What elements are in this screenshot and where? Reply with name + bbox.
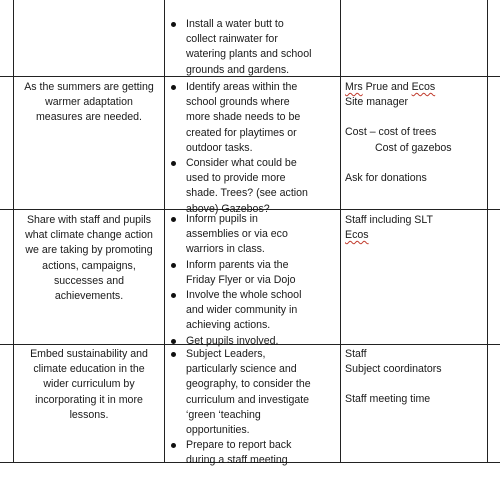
action-item: Install a water butt to collect rainwater for watering plants and school grounds and gardens. [186,17,338,78]
who-cell-2: Mrs Prue and Ecos Site manager Cost – cost of trees Cost of gazebos Ask for donations [345,77,485,186]
who-cell-4: Staff Subject coordinators Staff meeting time [345,348,442,406]
aim-cell-3: Share with staff and pupils what climate change action we are taking by promoting actions, campaigns, successes and achievements. [25,214,153,303]
actions-cell-4 [186,347,338,469]
who-cell-3: Staff including SLT Ecos [345,214,433,242]
action-item: Get pupils involved. [186,334,338,349]
aim-cell-4: Embed sustainability and climate education in the wider curriculum by incorporating it in more lessons. [30,348,148,421]
action-item: Consider what could be used to provide more shade. Trees? (see action above) Gazebos? [186,156,338,217]
aim-cell-2: As the summers are getting warmer adaptation measures are needed. [24,81,154,124]
action-item: Identify areas within the school grounds where more shade needs to be created for playtimes or outdoor tasks. [186,80,338,156]
actions-cell-2 [186,80,338,217]
table-border-col3 [487,0,488,462]
table-border-left [13,0,14,462]
action-item: Inform parents via the Friday Flyer or via Dojo [186,258,338,288]
action-item: Subject Leaders, particularly science and geography, to consider the curriculum and investigate ‘green ‘teaching opportunities. [186,347,338,438]
action-item: Prepare to report back during a staff meeting [186,438,338,468]
table-border-col1 [164,0,165,462]
action-item: Inform pupils in assemblies or via eco warriors in class. [186,212,338,258]
actions-cell-3 [186,212,338,349]
table-border-col2 [340,0,341,462]
action-item: Involve the whole school and wider community in achieving actions. [186,288,338,334]
responsible-people: Mrs Prue and Ecos [345,81,436,93]
actions-cell-1 [186,17,338,78]
